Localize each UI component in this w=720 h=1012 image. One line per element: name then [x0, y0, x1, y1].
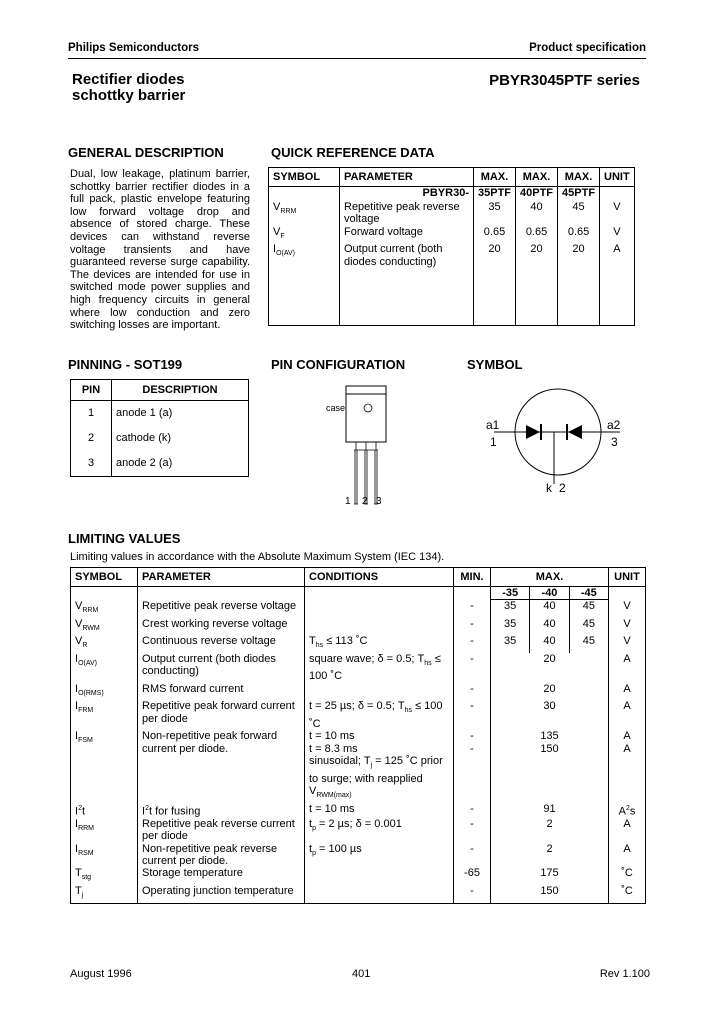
- pin-number: 2: [71, 426, 112, 451]
- package-tab: [346, 386, 386, 394]
- general-description-text: Dual, low leakage, platinum barrier, schottky barrier rectifier diodes in a full pack, plastic envelope featuring low forward voltage drop and absence of stored charge. These devices can withstand reverse voltage transients and have guaranteed reverse surge capability. The devices are intended for use in switched mode power supplies and high frequency circuits in general where low conduction and zero switching losses are important.: [70, 168, 250, 332]
- lv-empty: [71, 587, 138, 600]
- lv-variant: -35: [491, 587, 530, 600]
- lv-col-conditions: CONDITIONS: [305, 568, 454, 587]
- quick-reference-table: [268, 167, 635, 326]
- title-line-2: schottky barrier: [72, 87, 186, 104]
- lv-unit: A: [609, 700, 646, 730]
- lv-conditions: [305, 885, 454, 903]
- lv-parameter: Storage temperature: [138, 867, 305, 885]
- lv-symbol: $V_{RRM}$: [71, 600, 138, 618]
- qr-symbol: $I_{O(AV)}$: [269, 243, 340, 325]
- symbol-pin-1-label: 1: [490, 435, 497, 449]
- lv-row: [71, 818, 646, 843]
- pin-col-description: DESCRIPTION: [112, 380, 249, 401]
- symbol-a1-label: a1: [486, 418, 500, 432]
- symbol-pin-3-label: 3: [611, 435, 618, 449]
- series-name: PBYR3045PTF series: [489, 72, 640, 89]
- pin-label-3: 3: [376, 496, 382, 507]
- pin-number: 3: [71, 451, 112, 477]
- lv-row: [71, 618, 646, 636]
- lv-parameter: Repetitive peak reverse current per diode: [138, 818, 305, 843]
- qr-variant: 40PTF: [516, 187, 558, 201]
- lv-conditions: $t_p = 2$ µs; δ = 0.001: [305, 818, 454, 843]
- symbol-heading: SYMBOL: [467, 357, 523, 372]
- qr-col-max3: MAX.: [558, 168, 600, 187]
- lv-max: 135 150: [491, 730, 609, 802]
- document-type: Product specification: [529, 42, 646, 54]
- qr-unit: V: [600, 226, 635, 244]
- lv-unit: A: [609, 683, 646, 701]
- lv-symbol: $I_{RSM}$: [71, 843, 138, 868]
- lv-conditions: [305, 600, 454, 618]
- symbol-pin-2-label: 2: [559, 481, 566, 495]
- lv-value: 35: [491, 618, 530, 636]
- mounting-hole: [364, 404, 372, 412]
- lv-unit: A: [609, 653, 646, 683]
- lv-unit: A A: [609, 730, 646, 802]
- lv-symbol: $I_{O(AV)}$: [71, 653, 138, 683]
- lv-unit: V: [609, 635, 646, 653]
- lv-empty: [138, 587, 305, 600]
- lv-symbol: $V_{RWM}$: [71, 618, 138, 636]
- qr-col-max1: MAX.: [474, 168, 516, 187]
- lv-symbol: $I_{FSM}$: [71, 730, 138, 802]
- lv-conditions: $t_p = 100$ µs: [305, 843, 454, 868]
- lv-conditions: t = 25 µs; δ = 0.5; $T_{hs} \le 100$ ˚C: [305, 700, 454, 730]
- package-body: [346, 394, 386, 442]
- lv-parameter: RMS forward current: [138, 683, 305, 701]
- lv-row: [71, 700, 646, 730]
- lv-unit: A: [609, 843, 646, 868]
- qr-col-parameter: PARAMETER: [340, 168, 474, 187]
- qr-value: 0.65: [558, 226, 600, 244]
- lv-parameter: Non-repetitive peak forward current per diode.: [138, 730, 305, 802]
- product-title: [72, 72, 185, 104]
- quick-reference-heading: QUICK REFERENCE DATA: [271, 145, 435, 160]
- qr-prefix: PBYR30-: [340, 187, 474, 201]
- lv-symbol: $T_j$: [71, 885, 138, 903]
- lv-variant: -45: [569, 587, 608, 600]
- qr-unit: A: [600, 243, 635, 325]
- lv-row: [71, 843, 646, 868]
- lv-value: 40: [530, 635, 569, 653]
- lv-symbol: $I_{RRM}$: [71, 818, 138, 843]
- lv-symbol: $V_R$: [71, 635, 138, 653]
- lv-min: -: [454, 818, 491, 843]
- lv-conditions: $T_{hs} \le 113$ ˚C: [305, 635, 454, 653]
- qr-value: 35: [474, 201, 516, 226]
- pin-col-pin: PIN: [71, 380, 112, 401]
- pin-label-2: 2: [362, 496, 368, 507]
- lv-col-symbol: SYMBOL: [71, 568, 138, 587]
- pinning-table: [70, 379, 249, 477]
- package-drawing: [318, 380, 398, 515]
- lv-row: [71, 653, 646, 683]
- lv-max: 150: [491, 885, 609, 903]
- lv-min: -: [454, 700, 491, 730]
- general-description-heading: GENERAL DESCRIPTION: [68, 145, 224, 160]
- qr-value: 40: [516, 201, 558, 226]
- lv-unit: ˚C: [609, 867, 646, 885]
- lv-row: [71, 683, 646, 701]
- lv-max: 91: [491, 803, 609, 818]
- pin-configuration-heading: PIN CONFIGURATION: [271, 357, 406, 372]
- lv-min: - -: [454, 730, 491, 802]
- pin-number: 1: [71, 401, 112, 427]
- header-rule: [68, 58, 646, 59]
- diode-2-icon: [568, 425, 582, 439]
- symbol-a2-label: a2: [607, 418, 621, 432]
- lv-empty: [305, 587, 454, 600]
- lv-unit: $A^2s$: [609, 803, 646, 818]
- lv-conditions: t = 10 ms t = 8.3 ms sinusoidal; $T_j = 125$ ˚C prior to surge; with reapplied $V_{RWM(max)}$: [305, 730, 454, 802]
- lv-max: 175: [491, 867, 609, 885]
- qr-variant: 35PTF: [474, 187, 516, 201]
- lv-col-unit: UNIT: [609, 568, 646, 587]
- limiting-values-table: [70, 567, 646, 904]
- lv-conditions: [305, 618, 454, 636]
- lv-unit: V: [609, 600, 646, 618]
- lv-col-min: MIN.: [454, 568, 491, 587]
- lv-value: 35: [491, 600, 530, 618]
- lv-min: -: [454, 600, 491, 618]
- lv-col-max: MAX.: [491, 568, 609, 587]
- lv-empty: [609, 587, 646, 600]
- footer-revision: Rev 1.100: [599, 968, 650, 980]
- lv-unit: A: [609, 818, 646, 843]
- lv-min: -: [454, 683, 491, 701]
- lv-value: 45: [569, 600, 608, 618]
- qr-value: 0.65: [474, 226, 516, 244]
- lv-row: [71, 635, 646, 653]
- lv-min: -65: [454, 867, 491, 885]
- lv-min: -: [454, 618, 491, 636]
- lv-row: [71, 600, 646, 618]
- lv-row: [71, 867, 646, 885]
- lv-conditions: [305, 683, 454, 701]
- lv-min: -: [454, 635, 491, 653]
- lv-max: 30: [491, 700, 609, 730]
- lv-max: 2: [491, 843, 609, 868]
- lv-value: 35: [491, 635, 530, 653]
- qr-value: 0.65: [516, 226, 558, 244]
- lv-max: 20: [491, 683, 609, 701]
- lv-min: -: [454, 885, 491, 903]
- lv-symbol: $T_{stg}$: [71, 867, 138, 885]
- qr-value: 20: [474, 243, 516, 325]
- pin-description: anode 1 (a): [112, 401, 249, 427]
- lv-parameter: $I^2t$ for fusing: [138, 803, 305, 818]
- lv-row: [71, 803, 646, 818]
- qr-variant: 45PTF: [558, 187, 600, 201]
- qr-parameter: Output current (both diodes conducting): [340, 243, 474, 325]
- lv-parameter: Operating junction temperature: [138, 885, 305, 903]
- qr-col-max2: MAX.: [516, 168, 558, 187]
- lv-symbol: $I_{O(RMS)}$: [71, 683, 138, 701]
- lv-parameter: Non-repetitive peak reverse current per diode.: [138, 843, 305, 868]
- footer-page-number: 401: [352, 968, 371, 980]
- qr-col-unit: UNIT: [600, 168, 635, 187]
- lv-conditions: square wave; δ = 0.5; $T_{hs} \le 100$ ˚C: [305, 653, 454, 683]
- lv-parameter: Output current (both diodes conducting): [138, 653, 305, 683]
- pin-label-1: 1: [345, 496, 351, 507]
- pin-description: cathode (k): [112, 426, 249, 451]
- limiting-values-caption: Limiting values in accordance with the Absolute Maximum System (IEC 134).: [70, 551, 445, 563]
- qr-parameter: Repetitive peak reverse voltage: [340, 201, 474, 226]
- lv-value: 40: [530, 618, 569, 636]
- diode-1-icon: [526, 425, 540, 439]
- lv-parameter: Repetitive peak forward current per diode: [138, 700, 305, 730]
- title-line-1: Rectifier diodes: [72, 71, 185, 88]
- qr-value: 45: [558, 201, 600, 226]
- lv-min: -: [454, 653, 491, 683]
- company-name: Philips Semiconductors: [68, 42, 199, 54]
- lv-min: -: [454, 803, 491, 818]
- lv-symbol: $I_{FRM}$: [71, 700, 138, 730]
- lv-value: 40: [530, 600, 569, 618]
- lv-conditions: t = 10 ms: [305, 803, 454, 818]
- lv-parameter: Repetitive peak reverse voltage: [138, 600, 305, 618]
- lv-row: [71, 730, 646, 802]
- lv-symbol: $I^2t$: [71, 803, 138, 818]
- lv-value: 45: [569, 635, 608, 653]
- qr-symbol: $V_F$: [269, 226, 340, 244]
- lv-value: 45: [569, 618, 608, 636]
- limiting-values-heading: LIMITING VALUES: [68, 531, 181, 546]
- lv-min: -: [454, 843, 491, 868]
- footer-date: August 1996: [70, 968, 132, 980]
- qr-value: 20: [516, 243, 558, 325]
- lv-variant: -40: [530, 587, 569, 600]
- symbol-k-label: k: [546, 481, 552, 495]
- qr-value: 20: [558, 243, 600, 325]
- qr-col-symbol: SYMBOL: [269, 168, 340, 187]
- lead-shoulders: [354, 442, 378, 450]
- lv-parameter: Continuous reverse voltage: [138, 635, 305, 653]
- lv-parameter: Crest working reverse voltage: [138, 618, 305, 636]
- pin-description: anode 2 (a): [112, 451, 249, 477]
- lv-empty: [454, 587, 491, 600]
- lv-row: [71, 885, 646, 903]
- case-label: case: [326, 403, 346, 413]
- pinning-heading: PINNING - SOT199: [68, 357, 183, 372]
- lv-unit: ˚C: [609, 885, 646, 903]
- qr-symbol: $V_{RRM}$: [269, 201, 340, 226]
- lv-max: 20: [491, 653, 609, 683]
- lv-max: 2: [491, 818, 609, 843]
- qr-unit: V: [600, 201, 635, 226]
- qr-parameter: Forward voltage: [340, 226, 474, 244]
- lv-conditions: [305, 867, 454, 885]
- lv-col-parameter: PARAMETER: [138, 568, 305, 587]
- lv-unit: V: [609, 618, 646, 636]
